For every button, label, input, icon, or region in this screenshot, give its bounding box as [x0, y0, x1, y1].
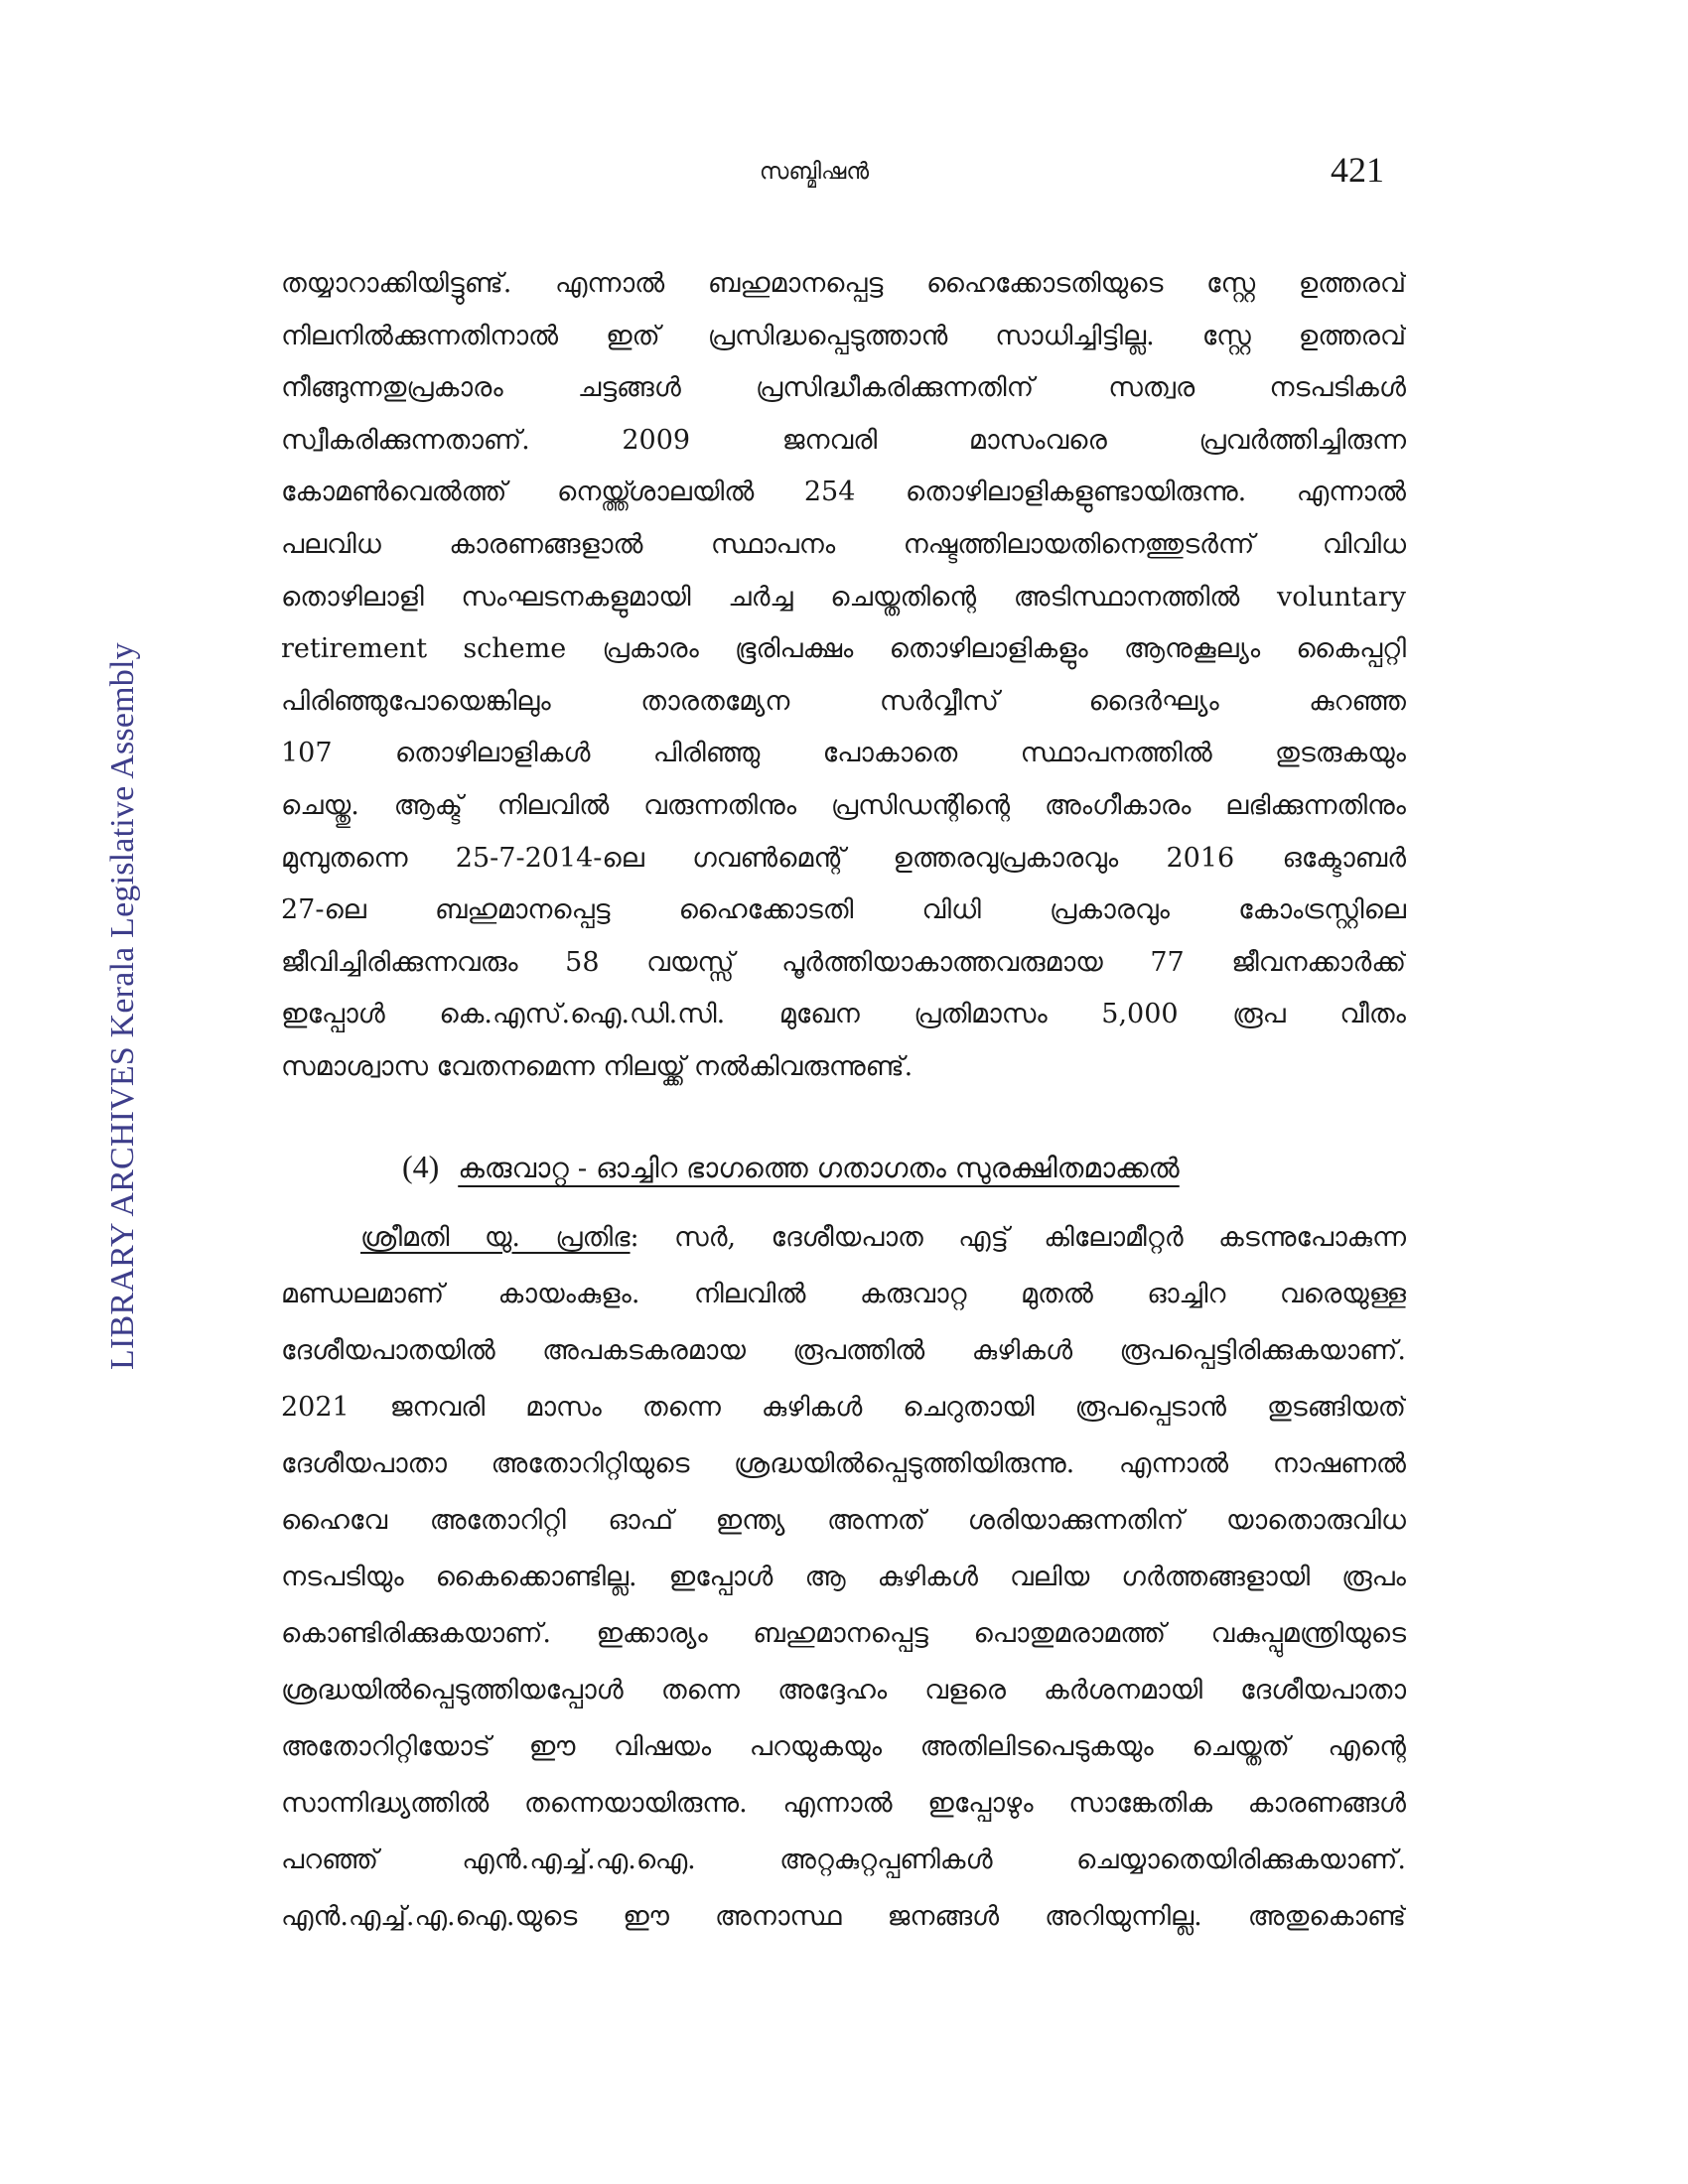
text-line: സ്വീകരിക്കുന്നതാണ്. 2009 ജനവരി മാസംവരെ പ്രവർത്തിച്ചിരുന്ന — [281, 424, 1406, 456]
text-line: മുമ്പുതന്നെ 25-7-2014-ലെ ഗവൺമെന്റ് ഉത്തരവുപ്രകാരവും 2016 ഒക്ടോബർ — [281, 842, 1406, 874]
text-line: നടപടിയും കൈക്കൊണ്ടില്ല. ഇപ്പോൾ ആ കുഴികൾ വലിയ ഗർത്തങ്ങളായി രൂപം — [281, 1562, 1406, 1592]
text-line: പലവിധ കാരണങ്ങളാൽ സ്ഥാപനം നഷ്ടത്തിലായതിനെത്തുടർന്ന് വിവിധ — [281, 528, 1406, 560]
text-line: 107 തൊഴിലാളികൾ പിരിഞ്ഞു പോകാതെ സ്ഥാപനത്തിൽ തുടരുകയും — [281, 738, 1406, 769]
section-title: കരുവാറ്റ - ഓച്ചിറ ഭാഗത്തെ ഗതാഗതം സുരക്ഷിതമാക്കൽ — [458, 1152, 1180, 1184]
text-line: retirement scheme പ്രകാരം ഭൂരിപക്ഷം തൊഴിലാളികളും ആനുകൂല്യം കൈപ്പറ്റി — [281, 633, 1406, 665]
text-line: അതോറിറ്റിയോട് ഈ വിഷയം പറയുകയും അതിലിടപെടുകയും ചെയ്തത് എന്റെ — [281, 1731, 1406, 1762]
page-header-title: സബ്മിഷൻ — [759, 159, 870, 185]
text-line: തയ്യാറാക്കിയിട്ടുണ്ട്. എന്നാൽ ബഹുമാനപ്പെട്ട ഹൈക്കോടതിയുടെ സ്റ്റേ ഉത്തരവ് — [281, 268, 1406, 299]
speech-paragraph — [281, 1209, 1406, 1945]
section-number: (4) — [402, 1149, 440, 1184]
page-number: 421 — [1331, 150, 1384, 190]
text-line: 2021 ജനവരി മാസം തന്നെ കുഴികൾ ചെറുതായി രൂപപ്പെടാൻ തുടങ്ങിയത് — [281, 1392, 1406, 1423]
text-line: പറഞ്ഞ് എൻ.എച്ച്.എ.ഐ. അറ്റകുറ്റപ്പണികൾ ചെയ്യാതെയിരിക്കുകയാണ്. — [281, 1844, 1406, 1875]
text-line: സാന്നിദ്ധ്യത്തിൽ തന്നെയായിരുന്നു. എന്നാൽ ഇപ്പോഴും സാങ്കേതിക കാരണങ്ങൾ — [281, 1788, 1406, 1819]
text-line: ശ്രദ്ധയിൽപ്പെടുത്തിയപ്പോൾ തന്നെ അദ്ദേഹം വളരെ കർശനമായി ദേശീയപാതാ — [281, 1675, 1406, 1706]
speech-text: : സർ, ദേശീയപാത എട്ട് കിലോമീറ്റർ കടന്നുപോകുന്ന — [630, 1222, 1406, 1253]
section-heading — [402, 1142, 1296, 1193]
text-line: ദേശീയപാതയിൽ അപകടകരമായ രൂപത്തിൽ കുഴികൾ രൂപപ്പെട്ടിരിക്കുകയാണ്. — [281, 1335, 1406, 1366]
text-line: നിലനിൽക്കുന്നതിനാൽ ഇത് പ്രസിദ്ധപ്പെടുത്താൻ സാധിച്ചിട്ടില്ല. സ്റ്റേ ഉത്തരവ് — [281, 320, 1406, 351]
text-line: മണ്ഡലമാണ് കായംകുളം. നിലവിൽ കരുവാറ്റ മുതൽ ഓച്ചിറ വരെയുള്ള — [281, 1279, 1406, 1309]
text-line: 27-ലെ ബഹുമാനപ്പെട്ട ഹൈക്കോടതി വിധി പ്രകാരവും കോംട്രസ്റ്റിലെ — [281, 894, 1406, 926]
text-line: നീങ്ങുന്നതുപ്രകാരം ചട്ടങ്ങൾ പ്രസിദ്ധീകരിക്കുന്നതിന് സത്വര നടപടികൾ — [281, 372, 1406, 404]
text-line: ചെയ്തു. ആക്ട് നിലവിൽ വരുന്നതിനും പ്രസിഡന്റിന്റെ അംഗീകാരം ലഭിക്കുന്നതിനും — [281, 789, 1406, 821]
text-line: തൊഴിലാളി സംഘടനകളുമായി ചർച്ച ചെയ്തതിന്റെ അടിസ്ഥാനത്തിൽ voluntary — [281, 581, 1406, 613]
text-line: പിരിഞ്ഞുപോയെങ്കിലും താരതമ്യേന സർവ്വീസ് ദൈർഘ്യം കുറഞ്ഞ — [281, 685, 1406, 717]
text-line: കൊണ്ടിരിക്കുകയാണ്. ഇക്കാര്യം ബഹുമാനപ്പെട്ട പൊതുമരാമത്ത് വകുപ്പുമന്ത്രിയുടെ — [281, 1618, 1406, 1649]
paragraph-continuation — [281, 258, 1406, 1094]
text-line: സമാശ്വാസ വേതനമെന്ന നിലയ്ക്ക് നൽകിവരുന്നുണ്ട്. — [281, 1050, 914, 1082]
text-line: ദേശീയപാതാ അതോറിറ്റിയുടെ ശ്രദ്ധയിൽപ്പെടുത്തിയിരുന്നു. എന്നാൽ നാഷണൽ — [281, 1448, 1406, 1479]
text-line: എൻ.എച്ച്.എ.ഐ.യുടെ ഈ അനാസ്ഥ ജനങ്ങൾ അറിയുന്നില്ല. അതുകൊണ്ട് — [281, 1901, 1406, 1932]
text-line: ഹൈവേ അതോറിറ്റി ഓഫ് ഇന്ത്യ അന്നത് ശരിയാക്കുന്നതിന് യാതൊരുവിധ — [281, 1505, 1406, 1536]
text-line-speaker — [281, 1209, 1406, 1266]
text-line: കോമൺവെൽത്ത് നെയ്ത്ത്ശാലയിൽ 254 തൊഴിലാളികളുണ്ടായിരുന്നു. എന്നാൽ — [281, 477, 1406, 508]
text-line: ജീവിച്ചിരിക്കുന്നവരും 58 വയസ്സ് പൂർത്തിയാകാത്തവരുമായ 77 ജീവനക്കാർക്ക് — [281, 946, 1406, 978]
archive-watermark: LIBRARY ARCHIVES Kerala Legislative Assembly — [104, 642, 141, 1370]
speaker-name: ശ്രീമതി യു. പ്രതിഭ — [360, 1222, 631, 1253]
text-line: ഇപ്പോൾ കെ.എസ്.ഐ.ഡി.സി. മുഖേന പ്രതിമാസം 5,000 രൂപ വീതം — [281, 999, 1406, 1030]
